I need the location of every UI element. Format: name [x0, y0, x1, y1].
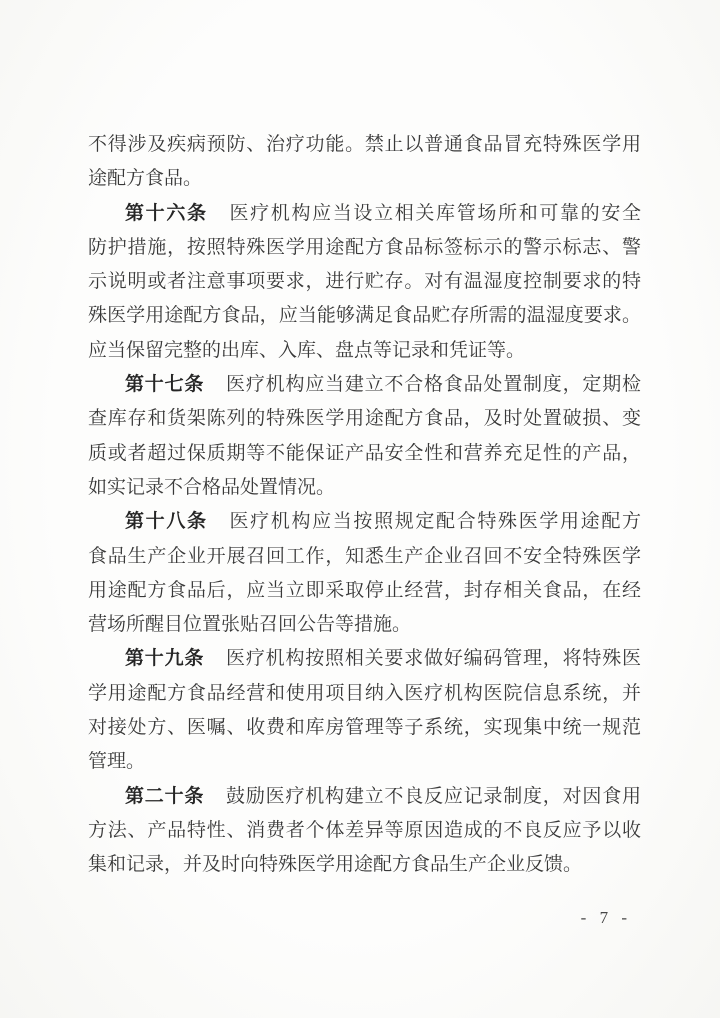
paragraph-continuation	[88, 128, 641, 197]
page-number: - 7 -	[580, 908, 628, 927]
paragraph-article-20	[88, 780, 641, 883]
paragraph-article-19	[88, 642, 641, 779]
document-body	[88, 128, 641, 883]
text-line: 示说明或者注意事项要求，进行贮存。对有温湿度控制要求的特	[88, 271, 641, 293]
paragraph-article-17	[88, 368, 641, 505]
text-line	[88, 197, 641, 231]
text-line: 对接处方、医嘱、收费和库房管理等子系统，实现集中统一规范	[88, 717, 641, 739]
text-line: 学用途配方食品经营和使用项目纳入医疗机构医院信息系统，并	[88, 682, 641, 704]
article-number: 第十八条	[125, 511, 208, 533]
article-number: 第十六条	[125, 202, 208, 224]
article-number: 第十九条	[125, 648, 205, 670]
text-line: 集和记录，并及时向特殊医学用途配方食品生产企业反馈。	[88, 854, 583, 876]
text-line: 应当保留完整的出库、入库、盘点等记录和凭证等。	[88, 339, 526, 361]
text-line: 管理。	[88, 751, 146, 773]
text-line: 不得涉及疾病预防、治疗功能。禁止以普通食品冒充特殊医学用	[88, 134, 641, 155]
text-run: 鼓励医疗机构建立不良反应记录制度，对因食用	[226, 785, 641, 807]
text-line: 食品生产企业开展召回工作，知悉生产企业召回不安全特殊医学	[88, 545, 641, 567]
text-line: 防护措施，按照特殊医学用途配方食品标签标示的警示标志、警	[88, 236, 641, 258]
text-line: 查库存和货架陈列的特殊医学用途配方食品，及时处置破损、变	[88, 408, 641, 430]
text-line: 营场所醒目位置张贴召回公告等措施。	[88, 614, 412, 636]
text-line	[88, 505, 641, 539]
text-run: 医疗机构应当设立相关库管场所和可靠的安全	[229, 202, 641, 224]
paragraph-article-18	[88, 505, 641, 642]
article-number: 第十七条	[125, 374, 205, 396]
text-line: 殊医学用途配方食品，应当能够满足食品贮存所需的温湿度要求。	[88, 305, 641, 327]
paragraph-article-16	[88, 197, 641, 368]
text-line: 质或者超过保质期等不能保证产品安全性和营养充足性的产品，	[88, 442, 641, 464]
text-line: 用途配方食品后，应当立即采取停止经营，封存相关食品，在经	[88, 579, 641, 601]
article-number: 第二十条	[125, 785, 205, 807]
text-line	[88, 368, 641, 402]
text-line	[88, 780, 641, 814]
text-line: 方法、产品特性、消费者个体差异等原因造成的不良反应予以收	[88, 819, 641, 841]
text-line: 途配方食品。	[88, 168, 203, 190]
text-run: 医疗机构按照相关要求做好编码管理，将特殊医	[226, 648, 641, 670]
text-run: 医疗机构应当建立不合格食品处置制度，定期检	[226, 374, 641, 396]
text-line: 如实记录不合格品处置情况。	[88, 476, 336, 498]
text-run: 医疗机构应当按照规定配合特殊医学用途配方	[229, 511, 641, 533]
text-line	[88, 642, 641, 676]
